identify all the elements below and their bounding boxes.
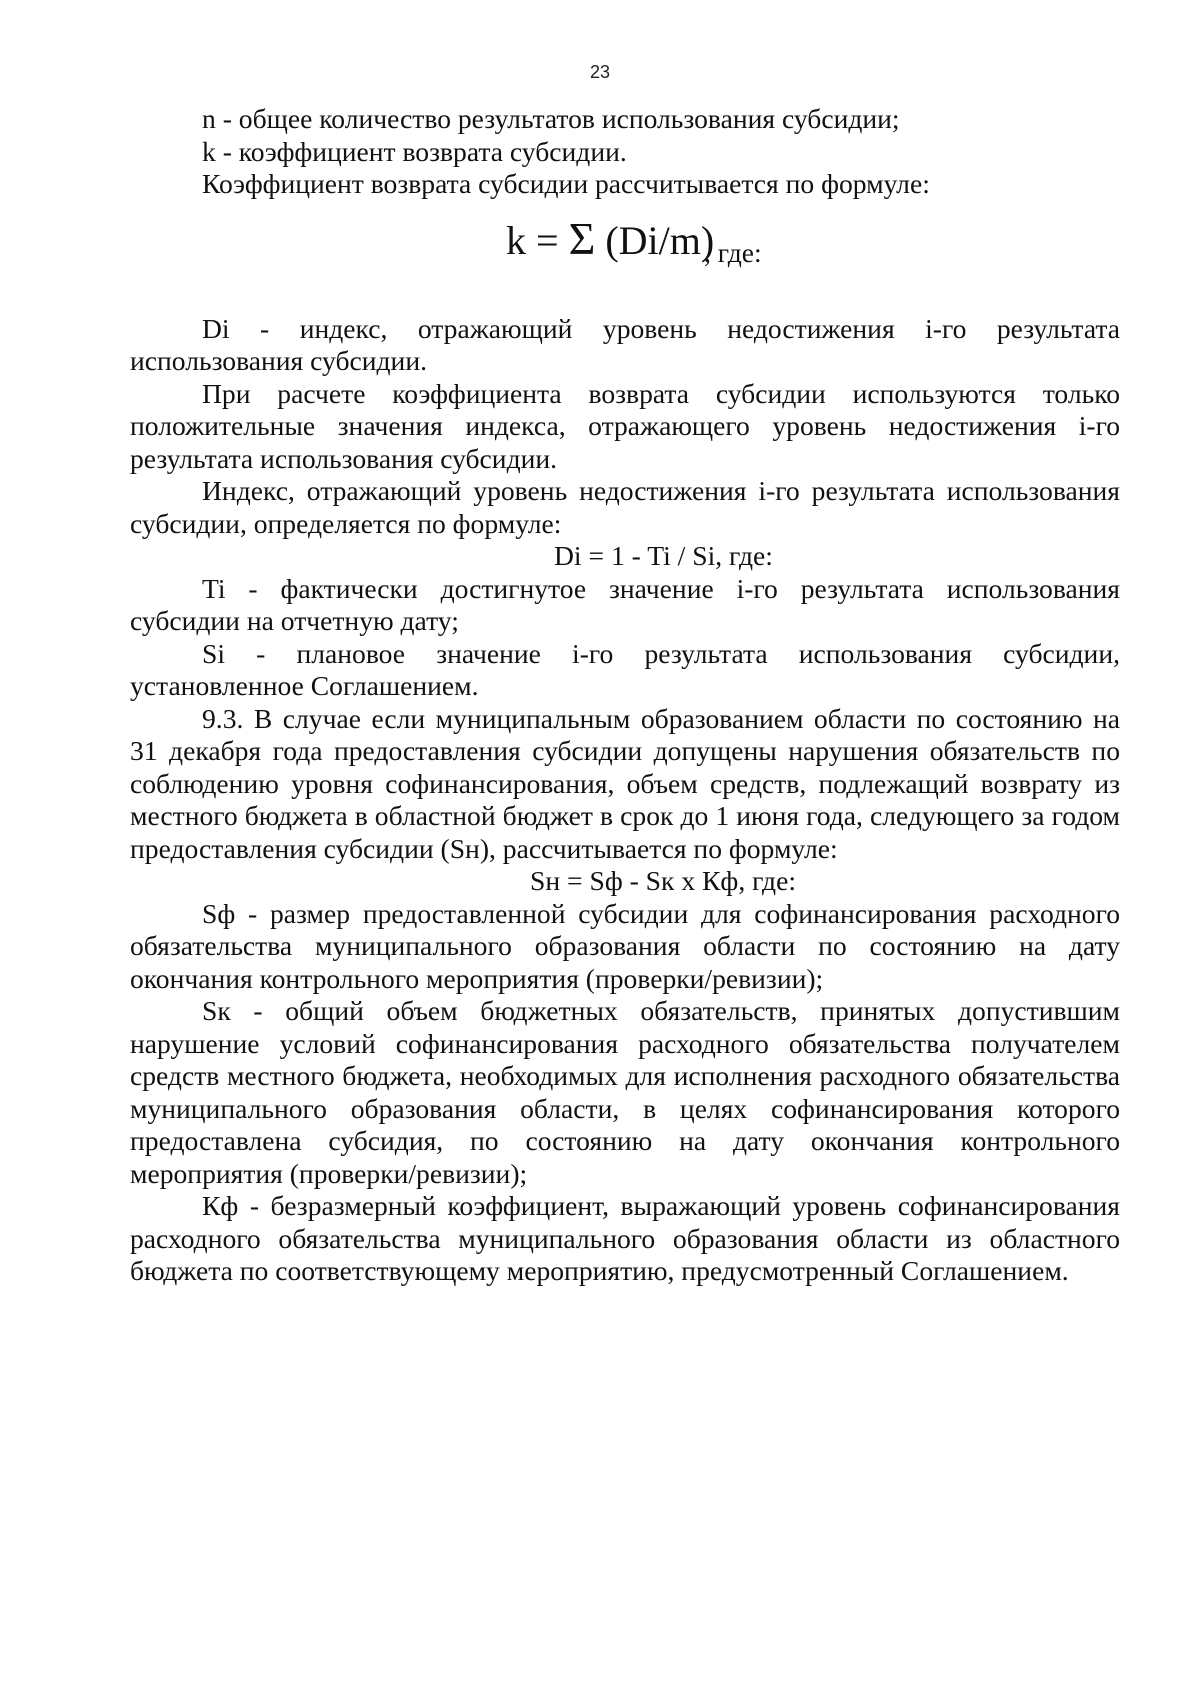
ti-definition: Ti - фактически достигнутое значение i-го результата использования субсидии на отчетную дату; xyxy=(130,572,1120,636)
di-definition: Di - индекс, отражающий уровень недостижения i-го результата использования субсидии. xyxy=(130,312,1120,376)
formula-k-right: (Di/m) xyxy=(595,217,715,263)
formula-k-expression xyxy=(506,212,715,264)
si-definition: Si - плановое значение i-го результата использования субсидии, установленное Соглашением. xyxy=(130,637,1120,701)
sf-definition: Sф - размер предоставленной субсидии для софинансирования расходного обязательства муниципального образования области по состоянию на дату окончания контрольного мероприятия (проверки/ревизии); xyxy=(130,897,1120,994)
formula-k-left: k = xyxy=(506,217,569,263)
page-number: 23 xyxy=(589,62,611,82)
formula-k xyxy=(130,201,1120,279)
formula-di: Di = 1 - Ti / Si, где: xyxy=(554,540,773,571)
n-definition: n - общее количество результатов использования субсидии; xyxy=(202,103,900,134)
kf-definition: Кф - безразмерный коэффициент, выражающий уровень софинансирования расходного обязательства муниципального образования области из областного бюджета по соответствующему мероприятию, предусмотренный Соглашением. xyxy=(130,1190,1120,1286)
k-definition: k - коэффициент возврата субсидии. xyxy=(202,135,627,167)
k-formula-intro: Коэффициент возврата субсидии рассчитывается по формуле: xyxy=(202,168,930,199)
formula-k-suffix: , где: xyxy=(704,236,762,268)
index-intro-paragraph: Индекс, отражающий уровень недостижения i-го результата использования субсидии, определяется по формуле: xyxy=(130,475,1120,539)
sigma-symbol: Σ xyxy=(568,212,596,264)
clause-9-3: 9.3. В случае если муниципальным образованием области по состоянию на 31 декабря года предоставления субсидии допущены нарушения обязательств по соблюдению уровня софинансирования, объем средств, подлежащий возврату из местного бюджета в областной бюджет в срок до 1 июня года, следующего за годом предоставления субсидии (Sн), рассчитывается по формуле: xyxy=(130,702,1120,864)
sk-definition: Sк - общий объем бюджетных обязательств, принятых допустившим нарушение условий софинансирования расходного обязательства получателем средств местного бюджета, необходимых для исполнения расходного обязательства муниципального образования области, в целях софинансирования которого предоставлена субсидия, по состоянию на дату окончания контрольного мероприятия (проверки/ревизии); xyxy=(130,995,1120,1189)
document-body xyxy=(130,103,1120,1288)
formula-sn: Sн = Sф - Sк x Кф, где: xyxy=(530,865,797,896)
positive-values-paragraph: При расчете коэффициента возврата субсидии используются только положительные значения индекса, отражающего уровень недостижения i-го результата использования субсидии. xyxy=(130,377,1120,474)
